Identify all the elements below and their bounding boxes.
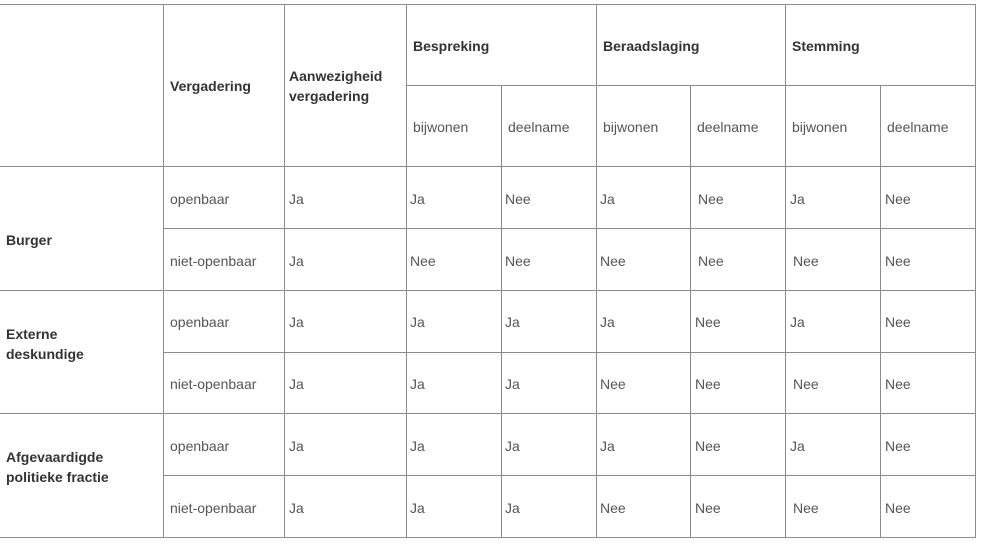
cell-value: Ja — [600, 191, 615, 207]
cell-value: Nee — [600, 376, 626, 392]
cell-type: openbaar — [170, 314, 230, 330]
cell-value: Nee — [885, 500, 911, 516]
cell-value: Nee — [793, 253, 819, 269]
cell-value: Ja — [505, 314, 520, 330]
header-vergadering: Vergadering — [170, 78, 251, 94]
table-line — [406, 85, 976, 86]
subheader-deelname: deelname — [508, 119, 570, 135]
cell-value: Nee — [885, 253, 911, 269]
table-line — [975, 4, 976, 537]
subheader-deelname: deelname — [697, 119, 759, 135]
cell-value: Nee — [600, 253, 626, 269]
cell-value: Nee — [698, 191, 724, 207]
table-line — [501, 85, 502, 537]
header-bespreking: Bespreking — [413, 38, 490, 54]
cell-type: niet-openbaar — [170, 500, 257, 516]
table-line — [0, 4, 976, 5]
subheader-bijwonen: bijwonen — [413, 119, 469, 135]
cell-type: niet-openbaar — [170, 253, 257, 269]
cell-value: Nee — [695, 438, 721, 454]
cell-value: Nee — [505, 253, 531, 269]
cell-value: Ja — [289, 376, 304, 392]
table-line — [284, 4, 285, 537]
row-label-externe-deskundige: Externe — [6, 326, 58, 342]
subheader-bijwonen: bijwonen — [603, 119, 659, 135]
cell-value: Nee — [698, 253, 724, 269]
cell-value: Nee — [600, 500, 626, 516]
table-line — [163, 4, 164, 537]
cell-value: Ja — [790, 438, 805, 454]
cell-type: openbaar — [170, 438, 230, 454]
cell-value: Ja — [790, 314, 805, 330]
table-line — [0, 166, 976, 167]
cell-value: Ja — [505, 376, 520, 392]
header-aanwezigheid: Aanwezigheid — [289, 68, 383, 84]
cell-value: Ja — [505, 500, 520, 516]
subheader-deelname: deelname — [887, 119, 949, 135]
cell-value: Ja — [289, 314, 304, 330]
table-line — [0, 290, 976, 291]
cell-type: niet-openbaar — [170, 376, 257, 392]
cell-value: Nee — [885, 191, 911, 207]
header-stemming: Stemming — [792, 38, 860, 54]
cell-value: Ja — [505, 438, 520, 454]
row-label-afgevaardigde: politieke fractie — [6, 469, 109, 485]
row-label-afgevaardigde: Afgevaardigde — [6, 449, 104, 465]
cell-value: Nee — [793, 500, 819, 516]
cell-value: Ja — [410, 376, 425, 392]
table-line — [406, 4, 407, 537]
cell-value: Ja — [289, 438, 304, 454]
cell-value: Ja — [790, 191, 805, 207]
row-label-externe-deskundige: deskundige — [6, 346, 84, 362]
cell-value: Nee — [505, 191, 531, 207]
cell-value: Ja — [600, 438, 615, 454]
cell-value: Ja — [410, 438, 425, 454]
cell-value: Ja — [410, 191, 425, 207]
cell-type: openbaar — [170, 191, 230, 207]
table-line — [690, 85, 691, 537]
table-line — [880, 85, 881, 537]
cell-value: Ja — [600, 314, 615, 330]
table-line — [0, 413, 976, 414]
table-line — [785, 4, 786, 537]
cell-value: Nee — [885, 314, 911, 330]
row-label-burger: Burger — [6, 232, 52, 248]
cell-value: Nee — [695, 376, 721, 392]
cell-value: Nee — [695, 314, 721, 330]
cell-value: Nee — [793, 376, 819, 392]
cell-value: Ja — [289, 253, 304, 269]
cell-value: Nee — [410, 253, 436, 269]
table-line — [596, 4, 597, 537]
subheader-bijwonen: bijwonen — [792, 119, 848, 135]
cell-value: Ja — [410, 500, 425, 516]
cell-value: Nee — [885, 438, 911, 454]
cell-value: Ja — [410, 314, 425, 330]
cell-value: Nee — [695, 500, 721, 516]
header-aanwezigheid: vergadering — [289, 88, 370, 104]
table-line — [0, 537, 976, 538]
cell-value: Nee — [885, 376, 911, 392]
cell-value: Ja — [289, 500, 304, 516]
cell-value: Ja — [289, 191, 304, 207]
header-beraadslaging: Beraadslaging — [603, 38, 700, 54]
